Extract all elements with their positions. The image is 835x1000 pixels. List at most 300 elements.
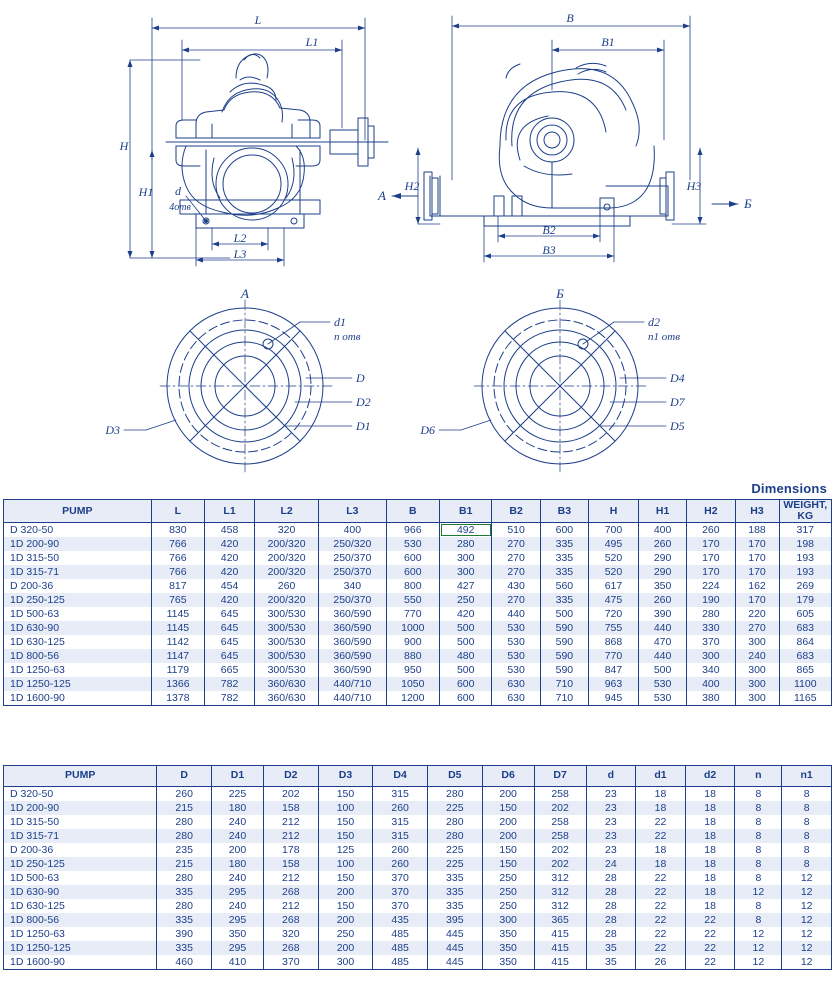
value-cell: 8 <box>735 801 782 815</box>
value-cell: 300 <box>440 551 492 565</box>
value-cell: 280 <box>157 871 212 885</box>
value-cell: 22 <box>685 955 735 970</box>
value-cell: 315 <box>373 787 428 802</box>
value-cell: 225 <box>427 801 482 815</box>
value-cell: 170 <box>687 551 735 565</box>
value-cell: 240 <box>212 815 264 829</box>
value-cell: 18 <box>636 801 686 815</box>
value-cell: 530 <box>492 621 540 635</box>
drawing-svg <box>0 0 835 478</box>
value-cell: 500 <box>540 607 588 621</box>
value-cell: 8 <box>735 913 782 927</box>
pump-model-cell: 1D 500-63 <box>4 871 157 885</box>
value-cell: 200 <box>482 787 534 802</box>
value-cell: 18 <box>685 787 735 802</box>
value-cell: 335 <box>427 871 482 885</box>
value-cell: 28 <box>586 871 636 885</box>
value-cell: 755 <box>589 621 639 635</box>
value-cell: 370 <box>373 899 428 913</box>
pump-model-cell: 1D 800-56 <box>4 913 157 927</box>
value-cell: 18 <box>636 857 686 871</box>
table-row <box>4 635 832 649</box>
value-cell: 202 <box>534 801 586 815</box>
value-cell: 335 <box>427 899 482 913</box>
value-cell: 300/530 <box>255 621 319 635</box>
value-cell: 8 <box>735 829 782 843</box>
value-cell: 330 <box>687 621 735 635</box>
value-cell: 28 <box>586 885 636 899</box>
value-cell: 18 <box>636 843 686 857</box>
col-header-d: d <box>586 766 636 787</box>
value-cell: 250/320 <box>319 537 386 551</box>
value-cell: 18 <box>685 871 735 885</box>
value-cell: 225 <box>427 857 482 871</box>
label-L2: L2 <box>233 231 247 245</box>
value-cell: 1145 <box>151 621 204 635</box>
value-cell: 782 <box>205 677 255 691</box>
value-cell: 200 <box>482 815 534 829</box>
value-cell: 260 <box>687 523 735 538</box>
value-cell: 492 <box>440 523 492 538</box>
label-D: D <box>356 371 365 385</box>
pump-model-cell: 1D 250-125 <box>4 593 152 607</box>
value-cell: 420 <box>205 565 255 579</box>
table-row <box>4 677 832 691</box>
value-cell: 600 <box>540 523 588 538</box>
table-header-row <box>4 766 832 787</box>
value-cell: 300 <box>318 955 373 970</box>
value-cell: 190 <box>687 593 735 607</box>
value-cell: 295 <box>212 913 264 927</box>
value-cell: 170 <box>735 537 779 551</box>
label-L3: L3 <box>233 247 247 261</box>
col-header-l3: L3 <box>319 500 386 523</box>
value-cell: 270 <box>492 551 540 565</box>
value-cell: 645 <box>205 649 255 663</box>
value-cell: 8 <box>735 787 782 802</box>
pump-model-cell: 1D 1250-63 <box>4 663 152 677</box>
value-cell: 475 <box>589 593 639 607</box>
value-cell: 440 <box>638 649 686 663</box>
col-header-b3: B3 <box>540 500 588 523</box>
value-cell: 420 <box>205 593 255 607</box>
value-cell: 8 <box>735 857 782 871</box>
value-cell: 240 <box>212 829 264 843</box>
value-cell: 520 <box>589 565 639 579</box>
col-header-h1: H1 <box>638 500 686 523</box>
value-cell: 212 <box>263 815 318 829</box>
value-cell: 200 <box>318 885 373 899</box>
pump-model-cell: 1D 315-50 <box>4 815 157 829</box>
pump-model-cell: D 200-36 <box>4 579 152 593</box>
value-cell: 260 <box>373 801 428 815</box>
value-cell: 500 <box>638 663 686 677</box>
value-cell: 270 <box>492 565 540 579</box>
value-cell: 530 <box>492 663 540 677</box>
value-cell: 280 <box>427 829 482 843</box>
value-cell: 400 <box>687 677 735 691</box>
value-cell: 335 <box>157 885 212 899</box>
value-cell: 28 <box>586 927 636 941</box>
value-cell: 18 <box>685 843 735 857</box>
value-cell: 268 <box>263 913 318 927</box>
pump-model-cell: 1D 630-125 <box>4 899 157 913</box>
value-cell: 12 <box>782 899 832 913</box>
value-cell: 435 <box>373 913 428 927</box>
label-n-otv: n отв <box>334 331 361 343</box>
value-cell: 880 <box>386 649 439 663</box>
value-cell: 28 <box>586 913 636 927</box>
table-row <box>4 593 832 607</box>
value-cell: 200 <box>482 829 534 843</box>
value-cell: 193 <box>779 565 831 579</box>
value-cell: 530 <box>492 649 540 663</box>
value-cell: 395 <box>427 913 482 927</box>
value-cell: 300/530 <box>255 649 319 663</box>
dim-B1 <box>552 40 664 140</box>
value-cell: 360/590 <box>319 607 386 621</box>
value-cell: 258 <box>534 829 586 843</box>
label-d1: d1 <box>334 315 346 329</box>
value-cell: 300 <box>687 649 735 663</box>
value-cell: 158 <box>263 801 318 815</box>
value-cell: 350 <box>212 927 264 941</box>
table-row <box>4 913 832 927</box>
label-H1: H1 <box>138 185 154 199</box>
value-cell: 360/590 <box>319 635 386 649</box>
value-cell: 22 <box>636 913 686 927</box>
value-cell: 150 <box>318 787 373 802</box>
value-cell: 193 <box>779 551 831 565</box>
value-cell: 645 <box>205 607 255 621</box>
value-cell: 8 <box>735 843 782 857</box>
label-L1: L1 <box>305 35 319 49</box>
value-cell: 225 <box>427 843 482 857</box>
value-cell: 200/320 <box>255 593 319 607</box>
value-cell: 295 <box>212 885 264 899</box>
table-row <box>4 663 832 677</box>
value-cell: 470 <box>638 635 686 649</box>
pump-model-cell: 1D 1600-90 <box>4 691 152 706</box>
value-cell: 280 <box>157 829 212 843</box>
pump-model-cell: 1D 315-71 <box>4 565 152 579</box>
value-cell: 300 <box>440 565 492 579</box>
value-cell: 530 <box>638 691 686 706</box>
col-header-n: n <box>735 766 782 787</box>
value-cell: 530 <box>386 537 439 551</box>
label-d2: d2 <box>648 315 660 329</box>
value-cell: 415 <box>534 941 586 955</box>
table-row <box>4 579 832 593</box>
value-cell: 23 <box>586 829 636 843</box>
label-B: B <box>566 11 574 25</box>
value-cell: 240 <box>212 871 264 885</box>
table-row <box>4 649 832 663</box>
table-row <box>4 857 832 871</box>
value-cell: 420 <box>205 537 255 551</box>
value-cell: 530 <box>638 677 686 691</box>
value-cell: 12 <box>735 927 782 941</box>
value-cell: 188 <box>735 523 779 538</box>
pump-model-cell: 1D 630-125 <box>4 635 152 649</box>
value-cell: 335 <box>540 593 588 607</box>
value-cell: 550 <box>386 593 439 607</box>
label-D4: D4 <box>670 371 685 385</box>
value-cell: 454 <box>205 579 255 593</box>
value-cell: 22 <box>685 941 735 955</box>
value-cell: 500 <box>440 621 492 635</box>
table-row <box>4 801 832 815</box>
value-cell: 440 <box>492 607 540 621</box>
col-header-d1: d1 <box>636 766 686 787</box>
value-cell: 12 <box>782 913 832 927</box>
col-header-b1: B1 <box>440 500 492 523</box>
value-cell: 335 <box>427 885 482 899</box>
col-header-d3: D3 <box>318 766 373 787</box>
value-cell: 335 <box>540 551 588 565</box>
value-cell: 440 <box>638 621 686 635</box>
value-cell: 268 <box>263 885 318 899</box>
value-cell: 35 <box>586 941 636 955</box>
value-cell: 100 <box>318 801 373 815</box>
value-cell: 560 <box>540 579 588 593</box>
value-cell: 200 <box>318 941 373 955</box>
label-D1: D1 <box>356 419 371 433</box>
value-cell: 380 <box>687 691 735 706</box>
value-cell: 683 <box>779 649 831 663</box>
value-cell: 212 <box>263 871 318 885</box>
value-cell: 28 <box>586 899 636 913</box>
value-cell: 350 <box>482 955 534 970</box>
value-cell: 630 <box>492 691 540 706</box>
table-row <box>4 955 832 970</box>
value-cell: 335 <box>157 913 212 927</box>
value-cell: 868 <box>589 635 639 649</box>
col-header-d4: D4 <box>373 766 428 787</box>
value-cell: 212 <box>263 829 318 843</box>
col-header-d5: D5 <box>427 766 482 787</box>
pump-model-cell: 1D 1600-90 <box>4 955 157 970</box>
value-cell: 830 <box>151 523 204 538</box>
col-header-d2: D2 <box>263 766 318 787</box>
section-b <box>439 300 666 472</box>
pump-model-cell: 1D 200-90 <box>4 801 157 815</box>
pump-model-cell: 1D 1250-125 <box>4 941 157 955</box>
pump-side-body <box>424 63 674 226</box>
value-cell: 700 <box>589 523 639 538</box>
value-cell: 683 <box>779 621 831 635</box>
value-cell: 250 <box>318 927 373 941</box>
value-cell: 200/320 <box>255 565 319 579</box>
value-cell: 765 <box>151 593 204 607</box>
value-cell: 445 <box>427 955 482 970</box>
label-H: H <box>119 139 129 153</box>
value-cell: 520 <box>589 551 639 565</box>
label-H2: H2 <box>404 179 420 193</box>
pump-model-cell: 1D 1250-125 <box>4 677 152 691</box>
pump-model-cell: D 320-50 <box>4 787 157 802</box>
value-cell: 440/710 <box>319 691 386 706</box>
pump-model-cell: 1D 315-50 <box>4 551 152 565</box>
value-cell: 280 <box>440 537 492 551</box>
dim-L1 <box>182 40 342 128</box>
col-header-d: D <box>157 766 212 787</box>
pump-model-cell: 1D 1250-63 <box>4 927 157 941</box>
value-cell: 590 <box>540 621 588 635</box>
value-cell: 485 <box>373 941 428 955</box>
value-cell: 12 <box>782 927 832 941</box>
value-cell: 215 <box>157 857 212 871</box>
value-cell: 430 <box>492 579 540 593</box>
value-cell: 370 <box>373 871 428 885</box>
value-cell: 23 <box>586 815 636 829</box>
table-row <box>4 691 832 706</box>
value-cell: 300 <box>735 677 779 691</box>
value-cell: 260 <box>373 857 428 871</box>
value-cell: 370 <box>263 955 318 970</box>
value-cell: 312 <box>534 899 586 913</box>
value-cell: 260 <box>373 843 428 857</box>
value-cell: 963 <box>589 677 639 691</box>
value-cell: 8 <box>782 787 832 802</box>
value-cell: 320 <box>255 523 319 538</box>
value-cell: 250 <box>482 885 534 899</box>
value-cell: 170 <box>735 551 779 565</box>
technical-drawing <box>0 0 835 478</box>
value-cell: 180 <box>212 801 264 815</box>
value-cell: 22 <box>636 899 686 913</box>
table-row <box>4 885 832 899</box>
label-section-b: Б <box>556 286 564 301</box>
dimensions-table-1-wrap <box>3 499 832 706</box>
value-cell: 268 <box>263 941 318 955</box>
value-cell: 312 <box>534 871 586 885</box>
col-header-l: L <box>151 500 204 523</box>
value-cell: 710 <box>540 691 588 706</box>
value-cell: 400 <box>319 523 386 538</box>
value-cell: 350 <box>638 579 686 593</box>
value-cell: 200 <box>318 913 373 927</box>
col-header-b: B <box>386 500 439 523</box>
value-cell: 300 <box>735 663 779 677</box>
value-cell: 495 <box>589 537 639 551</box>
value-cell: 335 <box>157 941 212 955</box>
value-cell: 150 <box>482 843 534 857</box>
value-cell: 485 <box>373 955 428 970</box>
value-cell: 340 <box>687 663 735 677</box>
value-cell: 300 <box>735 635 779 649</box>
value-cell: 225 <box>212 787 264 802</box>
value-cell: 1000 <box>386 621 439 635</box>
value-cell: 22 <box>636 941 686 955</box>
value-cell: 770 <box>589 649 639 663</box>
col-header-d2: d2 <box>685 766 735 787</box>
value-cell: 335 <box>540 537 588 551</box>
value-cell: 1147 <box>151 649 204 663</box>
value-cell: 180 <box>212 857 264 871</box>
value-cell: 22 <box>685 927 735 941</box>
value-cell: 600 <box>440 691 492 706</box>
value-cell: 170 <box>687 537 735 551</box>
value-cell: 847 <box>589 663 639 677</box>
label-D2: D2 <box>356 395 371 409</box>
value-cell: 240 <box>735 649 779 663</box>
value-cell: 22 <box>636 885 686 899</box>
value-cell: 1142 <box>151 635 204 649</box>
value-cell: 415 <box>534 955 586 970</box>
value-cell: 202 <box>534 843 586 857</box>
value-cell: 360/590 <box>319 663 386 677</box>
value-cell: 300 <box>482 913 534 927</box>
table-row <box>4 551 832 565</box>
value-cell: 458 <box>205 523 255 538</box>
value-cell: 260 <box>638 593 686 607</box>
value-cell: 360/590 <box>319 649 386 663</box>
label-B1: B1 <box>601 35 615 49</box>
value-cell: 23 <box>586 787 636 802</box>
value-cell: 340 <box>319 579 386 593</box>
table-row <box>4 899 832 913</box>
value-cell: 360/590 <box>319 621 386 635</box>
value-cell: 250/370 <box>319 593 386 607</box>
value-cell: 630 <box>492 677 540 691</box>
value-cell: 170 <box>735 593 779 607</box>
value-cell: 350 <box>482 941 534 955</box>
col-header-pump: PUMP <box>4 500 152 523</box>
col-header-h2: H2 <box>687 500 735 523</box>
value-cell: 300/530 <box>255 663 319 677</box>
table-row <box>4 927 832 941</box>
value-cell: 400 <box>638 523 686 538</box>
col-header-l1: L1 <box>205 500 255 523</box>
value-cell: 445 <box>427 927 482 941</box>
dimensions-table-2 <box>3 765 832 970</box>
value-cell: 410 <box>212 955 264 970</box>
value-cell: 150 <box>318 871 373 885</box>
col-header-l2: L2 <box>255 500 319 523</box>
value-cell: 250 <box>482 899 534 913</box>
value-cell: 865 <box>779 663 831 677</box>
col-header-b2: B2 <box>492 500 540 523</box>
value-cell: 290 <box>638 551 686 565</box>
table-row <box>4 843 832 857</box>
label-n1-otv: n1 отв <box>648 331 680 343</box>
value-cell: 365 <box>534 913 586 927</box>
value-cell: 212 <box>263 899 318 913</box>
value-cell: 12 <box>782 885 832 899</box>
label-D7: D7 <box>670 395 685 409</box>
value-cell: 23 <box>586 801 636 815</box>
value-cell: 8 <box>782 829 832 843</box>
value-cell: 645 <box>205 621 255 635</box>
value-cell: 427 <box>440 579 492 593</box>
pump-model-cell: 1D 200-90 <box>4 537 152 551</box>
value-cell: 258 <box>534 787 586 802</box>
pump-model-cell: D 320-50 <box>4 523 152 538</box>
table-row <box>4 537 832 551</box>
label-B2: B2 <box>542 223 556 237</box>
label-L: L <box>254 13 262 27</box>
value-cell: 817 <box>151 579 204 593</box>
value-cell: 270 <box>492 537 540 551</box>
value-cell: 35 <box>586 955 636 970</box>
value-cell: 530 <box>492 635 540 649</box>
value-cell: 240 <box>212 899 264 913</box>
value-cell: 766 <box>151 565 204 579</box>
value-cell: 12 <box>782 871 832 885</box>
value-cell: 22 <box>636 815 686 829</box>
value-cell: 170 <box>687 565 735 579</box>
